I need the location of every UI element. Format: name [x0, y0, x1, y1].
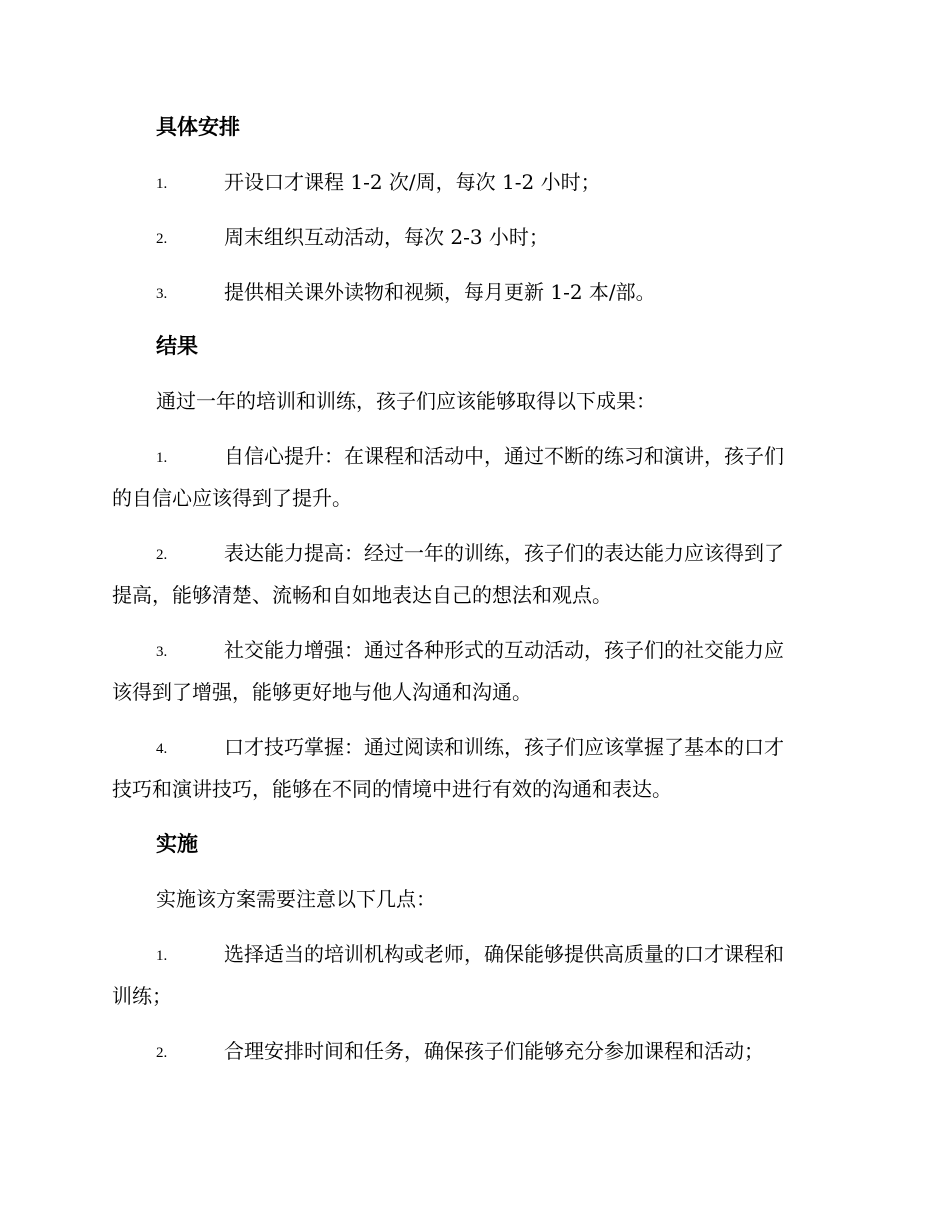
list-number: 1. [156, 450, 168, 466]
list-item [112, 1036, 836, 1078]
list-text: 合理安排时间和任务，确保孩子们能够充分参加课程和活动； [224, 1039, 764, 1063]
list-text: 开设口才课程 1-2 次/周，每次 1-2 小时； [224, 170, 601, 194]
list-number: 4. [156, 741, 168, 757]
list-number: 1. [156, 176, 168, 192]
list-item [112, 635, 836, 719]
heading-implementation: 实施 [156, 832, 198, 856]
list-text: 口才技巧掌握：通过阅读和训练，孩子们应该掌握了基本的口才 [224, 735, 784, 759]
list-text-continued: 技巧和演讲技巧，能够在不同的情境中进行有效的沟通和表达。 [112, 777, 672, 801]
heading-schedule: 具体安排 [156, 115, 240, 139]
implementation-intro: 实施该方案需要注意以下几点： [156, 887, 436, 911]
list-item [112, 277, 836, 319]
list-item [112, 167, 836, 209]
list-number: 1. [156, 948, 168, 964]
list-text: 自信心提升：在课程和活动中，通过不断的练习和演讲，孩子们 [224, 444, 784, 468]
results-intro: 通过一年的培训和训练，孩子们应该能够取得以下成果： [156, 389, 656, 413]
heading-results: 结果 [156, 334, 198, 358]
list-text-continued: 的自信心应该得到了提升。 [112, 486, 352, 510]
list-text: 社交能力增强：通过各种形式的互动活动，孩子们的社交能力应 [224, 638, 784, 662]
list-text: 提供相关课外读物和视频，每月更新 1-2 本/部。 [224, 280, 656, 304]
list-item [112, 732, 836, 816]
list-text: 表达能力提高：经过一年的训练，孩子们的表达能力应该得到了 [224, 541, 784, 565]
list-text: 选择适当的培训机构或老师，确保能够提供高质量的口才课程和 [224, 942, 784, 966]
list-number: 2. [156, 547, 168, 563]
list-number: 3. [156, 286, 168, 302]
list-number: 2. [156, 231, 168, 247]
list-text-continued: 该得到了增强，能够更好地与他人沟通和沟通。 [112, 680, 532, 704]
list-item [112, 939, 836, 1023]
list-item [112, 222, 836, 264]
list-number: 2. [156, 1045, 168, 1061]
list-number: 3. [156, 644, 168, 660]
list-text: 周末组织互动活动，每次 2-3 小时； [224, 225, 549, 249]
list-text-continued: 训练； [112, 984, 172, 1008]
list-item [112, 538, 836, 622]
list-item [112, 441, 836, 525]
list-text-continued: 提高，能够清楚、流畅和自如地表达自己的想法和观点。 [112, 583, 612, 607]
